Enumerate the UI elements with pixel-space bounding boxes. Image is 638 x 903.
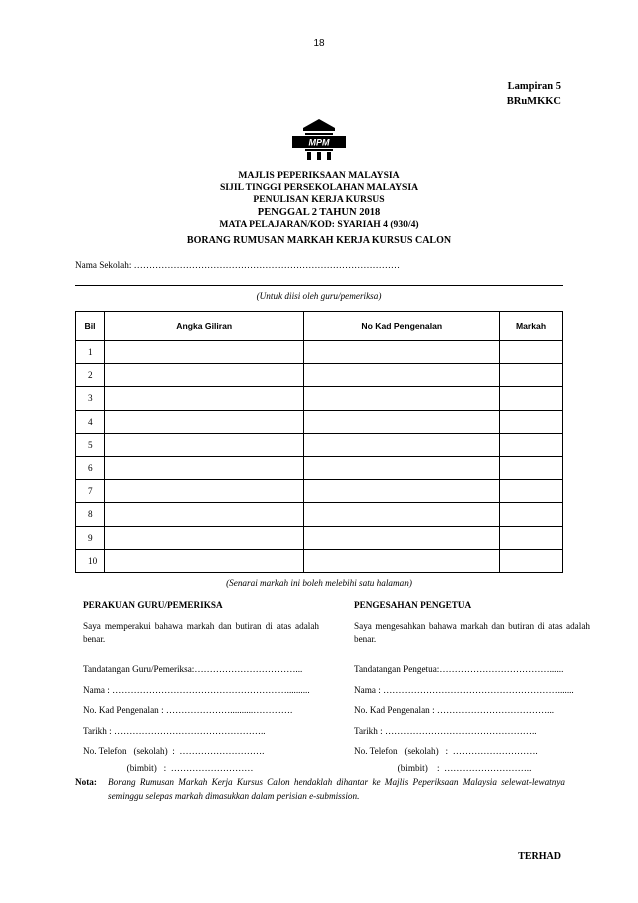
principal-verification-title: PENGESAHAN PENGETUA: [354, 600, 472, 610]
principal-name-field[interactable]: Nama : ………………………………………………….......: [354, 684, 574, 695]
markah-cell[interactable]: [500, 480, 563, 503]
angka-giliran-cell[interactable]: [104, 364, 304, 387]
markah-cell[interactable]: [500, 387, 563, 410]
markah-cell[interactable]: [500, 341, 563, 364]
row-number: 10: [76, 549, 105, 572]
certificate-name: SIJIL TINGGI PERSEKOLAHAN MALAYSIA: [219, 182, 419, 194]
footnote: [75, 775, 565, 803]
footnote-label: Nota:: [75, 777, 97, 787]
teacher-declaration-title: PERAKUAN GURU/PEMERIKSA: [83, 600, 223, 610]
teacher-school-phone-field[interactable]: No. Telefon (sekolah) : ……………………….: [83, 746, 265, 756]
row-number: 9: [76, 526, 105, 549]
subject-code: MATA PELAJARAN/KOD: SYARIAH 4 (930/4): [219, 218, 419, 230]
table-row: [76, 433, 563, 456]
form-title: BORANG RUMUSAN MARKAH KERJA KURSUS CALON: [186, 235, 452, 247]
markah-cell[interactable]: [500, 526, 563, 549]
ic-cell[interactable]: [304, 456, 500, 479]
principal-signature-field[interactable]: Tandatangan Pengetua:………………………………......: [354, 664, 564, 674]
teacher-signature-field[interactable]: Tandatangan Guru/Pemeriksa:……………………………...: [83, 664, 303, 674]
teacher-statement: Saya memperakui bahawa markah dan butiran di atas adalah benar.: [83, 621, 319, 644]
ic-cell[interactable]: [304, 503, 500, 526]
mpm-logo: [289, 118, 349, 162]
ic-cell[interactable]: [304, 433, 500, 456]
markah-cell[interactable]: [500, 433, 563, 456]
angka-giliran-cell[interactable]: [104, 410, 304, 433]
term-year: PENGGAL 2 TAHUN 2018: [257, 206, 381, 218]
teacher-ic-field[interactable]: No. Kad Pengenalan : …………………..........………….: [83, 705, 293, 715]
ic-cell[interactable]: [304, 387, 500, 410]
table-row: [76, 387, 563, 410]
angka-giliran-cell[interactable]: [104, 341, 304, 364]
header-bil: Bil: [76, 312, 105, 341]
markah-cell[interactable]: [500, 503, 563, 526]
table-row: [76, 364, 563, 387]
teacher-date-field[interactable]: Tarikh : …………………………………………..: [83, 725, 266, 736]
markah-cell[interactable]: [500, 549, 563, 572]
logo-text: MPM: [308, 137, 330, 148]
principal-mobile-phone-field[interactable]: (bimbit) : ………………………..: [354, 763, 532, 773]
angka-giliran-cell[interactable]: [104, 526, 304, 549]
table-row: [76, 410, 563, 433]
teacher-name-field[interactable]: Nama : …………………………………………………..........: [83, 684, 310, 695]
row-number: 2: [76, 364, 105, 387]
classification-label: TERHAD: [518, 851, 561, 862]
page-number: 18: [313, 38, 325, 49]
divider-line: [75, 285, 563, 286]
ic-cell[interactable]: [304, 526, 500, 549]
council-name: MAJLIS PEPERIKSAAN MALAYSIA: [238, 170, 400, 181]
appendix-label: [507, 79, 561, 109]
header-markah: Markah: [500, 312, 563, 341]
coursework-name: PENULISAN KERJA KURSUS: [253, 194, 385, 206]
multi-page-note: (Senarai markah ini boleh melebihi satu halaman): [226, 578, 412, 588]
markah-cell[interactable]: [500, 364, 563, 387]
table-row: [76, 549, 563, 572]
ic-cell[interactable]: [304, 549, 500, 572]
row-number: 8: [76, 503, 105, 526]
angka-giliran-cell[interactable]: [104, 456, 304, 479]
fill-instruction: (Untuk diisi oleh guru/pemeriksa): [256, 291, 382, 301]
principal-date-field[interactable]: Tarikh : …………………………………………..: [354, 725, 537, 736]
teacher-declaration: [83, 600, 319, 780]
table-row: [76, 456, 563, 479]
table-row: [76, 480, 563, 503]
angka-giliran-cell[interactable]: [104, 503, 304, 526]
markah-cell[interactable]: [500, 410, 563, 433]
row-number: 5: [76, 433, 105, 456]
principal-verification: [354, 600, 590, 780]
footnote-text: Borang Rumusan Markah Kerja Kursus Calon hendaklah dihantar ke Majlis Peperiksaan Malaysia selewat-lewatnya seminggu selepas markah dimasukkan dalam perisian e-submission.: [108, 777, 565, 801]
angka-giliran-cell[interactable]: [104, 433, 304, 456]
ic-cell[interactable]: [304, 480, 500, 503]
row-number: 1: [76, 341, 105, 364]
header-no-kad-pengenalan: No Kad Pengenalan: [304, 312, 500, 341]
table-row: [76, 341, 563, 364]
header-angka-giliran: Angka Giliran: [104, 312, 304, 341]
table-row: [76, 503, 563, 526]
principal-ic-field[interactable]: No. Kad Pengenalan : ………………………………...: [354, 705, 555, 715]
appendix-number: Lampiran 5: [507, 81, 561, 92]
marks-table: [75, 311, 563, 573]
ic-cell[interactable]: [304, 410, 500, 433]
principal-statement: Saya mengesahkan bahawa markah dan butiran di atas adalah benar.: [354, 621, 590, 644]
school-name-field[interactable]: Nama Sekolah: ……………………………………………………………………………: [75, 260, 401, 270]
table-row: [76, 526, 563, 549]
row-number: 6: [76, 456, 105, 479]
angka-giliran-cell[interactable]: [104, 549, 304, 572]
principal-school-phone-field[interactable]: No. Telefon (sekolah) : ……………………….: [354, 746, 538, 756]
form-code: BRuMKKC: [506, 96, 561, 107]
row-number: 3: [76, 387, 105, 410]
ic-cell[interactable]: [304, 364, 500, 387]
ic-cell[interactable]: [304, 341, 500, 364]
markah-cell[interactable]: [500, 456, 563, 479]
angka-giliran-cell[interactable]: [104, 480, 304, 503]
table-header-row: [76, 312, 563, 341]
row-number: 4: [76, 410, 105, 433]
row-number: 7: [76, 480, 105, 503]
angka-giliran-cell[interactable]: [104, 387, 304, 410]
document-heading: [0, 170, 638, 247]
teacher-mobile-phone-field[interactable]: (bimbit) : ………………………: [83, 763, 254, 773]
